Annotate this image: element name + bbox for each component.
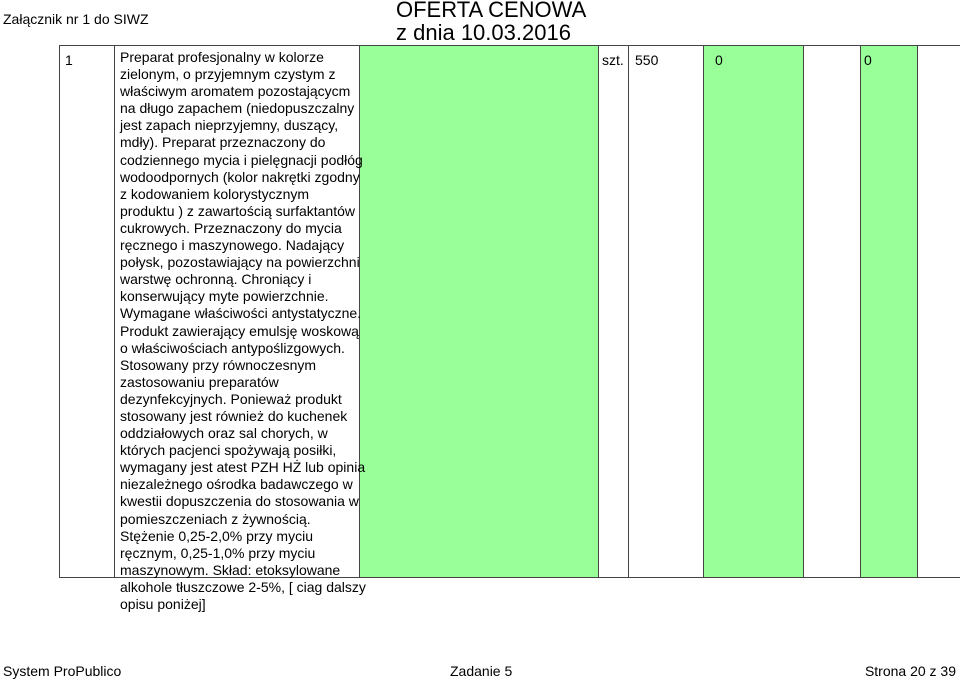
value-cell-2: 0 [864,52,872,68]
title-date: z dnia 10.03.2016 [396,20,571,45]
col-input-3[interactable] [861,46,918,577]
footer-task: Zadanie 5 [450,663,513,679]
col-input-1[interactable] [360,46,599,577]
value-cell-1: 0 [715,52,723,68]
row-number: 1 [65,52,73,68]
quantity-cell: 550 [635,52,659,68]
col-input-2[interactable] [704,46,804,577]
col-quantity [629,46,704,577]
attachment-label: Załącznik nr 1 do SIWZ [3,11,149,27]
col-lp [60,46,115,577]
footer-page-number: Strona 20 z 39 [864,663,956,679]
col-unit [599,46,629,577]
offer-table [59,45,960,612]
col-value-2 [918,46,960,577]
footer-system: System ProPublico [3,663,122,679]
document-title [396,0,586,44]
unit-cell: szt. [602,52,624,68]
col-value-1 [804,46,861,577]
title-line-1: OFERTA CENOWA [396,0,587,22]
product-description: Preparat profesjonalny w kolorze zielonym, o przyjemnym czystym z właściwym aromatem pozostającycm na długo zapachem (niedopuszczalny jest zapach nieprzyjemny, duszący, mdły). Preparat przeznaczony do codziennego mycia i pielęgnacji podłóg wodoodpornych (kolor nakrętki zgodny z kodowaniem kolorystycznym produktu ) z zawartością surfaktantów cukrowych. Przeznaczony do mycia ręcznego i maszynowego. Nadający połysk, pozostawiający na powierzchni warstwę ochronną. Chroniący i konserwujący myte powierzchnie. Wymagane właściwości antystatyczne. Produkt zawierający emulsję woskową o właściwościach antypoślizgowych. Stosowany przy równoczesnym zastosowaniu preparatów dezynfekcyjnych. Ponieważ produkt stosowany jest również do kuchenek oddziałowych oraz sal chorych, w których pacjenci spożywają posiłki, wymagany jest atest PZH HŻ lub opinia niezależnego ośrodka badawczego w kwestii dopuszczenia do stosowania w pomieszczeniach z żywnością. Stężenie 0,25-2,0% przy myciu ręcznym, 0,25-1,0% przy myciu maszynowym. Skład: etoksylowane alkohole tłuszczowe 2-5%, [ ciag dalszy opisu poniżej] [120,49,366,612]
